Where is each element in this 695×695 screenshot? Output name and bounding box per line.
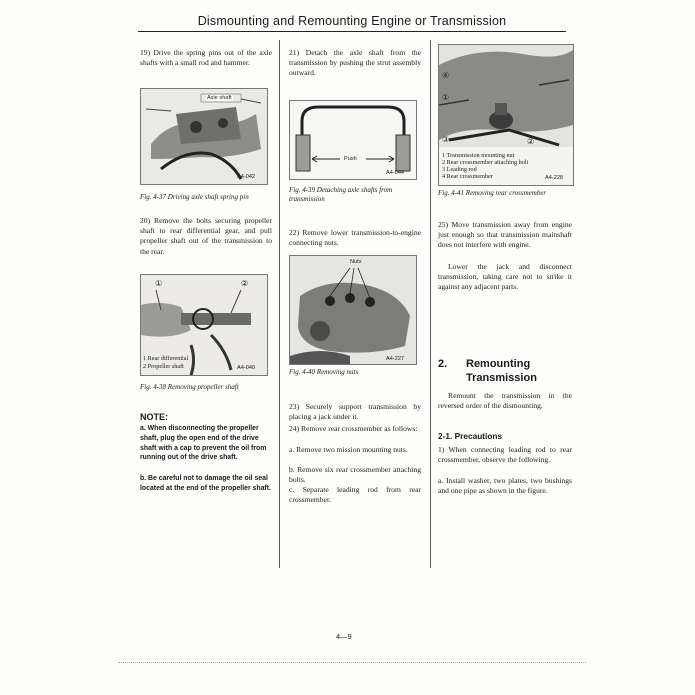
step-24b-text: b. Remove six rear crossmember attaching bolts. xyxy=(289,465,421,485)
column-divider-2 xyxy=(430,40,431,568)
legend-rear-crossmember-bolt: 2 Rear crossmember attaching bolt xyxy=(442,159,529,166)
step-25-text: 25) Move transmission away from engine just enough so that transmission mainshaft does not interfere with engine. xyxy=(438,220,572,250)
figure-4-37-illustration xyxy=(140,88,268,185)
figure-4-39-illustration xyxy=(289,100,417,180)
figure-number-1: ① xyxy=(442,93,450,102)
figure-number-3: ③ xyxy=(442,135,450,144)
precaution-step-a-text: a. Install washer, two plates, two bushings and one pipe as shown in the figure. xyxy=(438,476,572,496)
note-a-text: a. When disconnecting the propeller shaft, plug the open end of the drive shaft with a cap to prevent the oil from running out of the drive shaft. xyxy=(140,425,267,462)
nuts-label: Nuts xyxy=(350,259,362,265)
figure-4-39-caption: Fig. 4-39 Detaching axle shafts from transmission xyxy=(289,186,393,203)
legend-leading-rod: 3 Leading rod xyxy=(442,166,477,173)
figure-4-40-caption: Fig. 4-40 Removing nuts xyxy=(289,368,359,376)
figure-code: A4-042 xyxy=(237,174,256,180)
figure-code: A4-228 xyxy=(545,175,564,181)
step-24a-text: a. Remove two mission mounting nuts. xyxy=(289,445,408,454)
bottom-margin-marks xyxy=(118,654,586,663)
header-rule xyxy=(138,31,566,32)
step-21-text: 21) Detach the axle shaft from the transmission by pushing the strut assembly outward. xyxy=(289,48,421,78)
page-header-title: Dismounting and Remounting Engine or Transmission xyxy=(197,14,507,28)
column-divider-1 xyxy=(279,40,280,568)
step-22-text: 22) Remove lower transmission-to-engine connecting nuts. xyxy=(289,228,421,248)
step-25-continued-text: Lower the jack and disconnect transmission, taking care not to strike it against any adjacent parts. xyxy=(438,262,572,292)
legend-propeller-shaft: 2 Propeller shaft xyxy=(143,363,184,370)
figure-code: A4-040 xyxy=(237,365,256,371)
note-title: NOTE: xyxy=(140,412,168,422)
section-2-body: Remount the transmission in the reversed order of the dismounting. xyxy=(438,391,572,411)
page-number: 4—9 xyxy=(336,632,352,641)
figure-number-4: ④ xyxy=(442,71,450,80)
figure-4-38-caption: Fig. 4-38 Removing propeller shaft xyxy=(140,383,239,391)
figure-4-37-caption: Fig. 4-37 Driving axle shaft spring pin xyxy=(140,193,249,201)
figure-4-41-caption: Fig. 4-41 Removing rear crossmember xyxy=(438,189,547,197)
legend-transmission-mounting-nut: 1 Transmission mounting nut xyxy=(442,152,515,159)
figure-number-2: ② xyxy=(527,137,535,146)
step-19-text: 19) Drive the spring pins out of the axle shafts with a small rod and hammer. xyxy=(140,48,272,68)
axle-shaft-label: Axle shaft xyxy=(207,95,232,101)
figure-4-40-illustration xyxy=(289,255,417,365)
step-20-text: 20) Remove the bolts securing propeller shaft to rear differential gear, and pull propeller shaft out of the transmission to the rear. xyxy=(140,216,272,256)
figure-number-2: ② xyxy=(241,279,249,288)
precaution-step-1-text: 1) When connecting leading rod to rear crossmember, observe the following. xyxy=(438,445,572,465)
figure-4-38-illustration xyxy=(140,274,268,376)
note-b-text: b. Be careful not to damage the oil seal located at the end of the propeller shaft. xyxy=(140,475,271,492)
push-label: Push xyxy=(344,156,357,162)
figure-code: A4-044 xyxy=(386,170,405,176)
legend-rear-differential: 1 Rear differential xyxy=(143,355,189,362)
step-24-text: 24) Remove rear crossmember as follows: xyxy=(289,424,418,433)
figure-code: A4-227 xyxy=(386,356,405,362)
section-2-number: 2. xyxy=(438,358,448,370)
figure-4-41-illustration xyxy=(438,44,574,186)
section-2-title-line-1: Remounting xyxy=(466,358,531,370)
subsection-2-1-title: 2-1. Precautions xyxy=(438,431,503,441)
step-23-text: 23) Securely support transmission by placing a jack under it. xyxy=(289,402,421,422)
legend-rear-crossmember: 4 Rear crossmember xyxy=(442,173,493,180)
step-24c-text: c. Separate leading rod from rear crossmember. xyxy=(289,485,421,505)
section-2-title-line-2: Transmission xyxy=(466,372,537,384)
figure-number-1: ① xyxy=(155,279,163,288)
